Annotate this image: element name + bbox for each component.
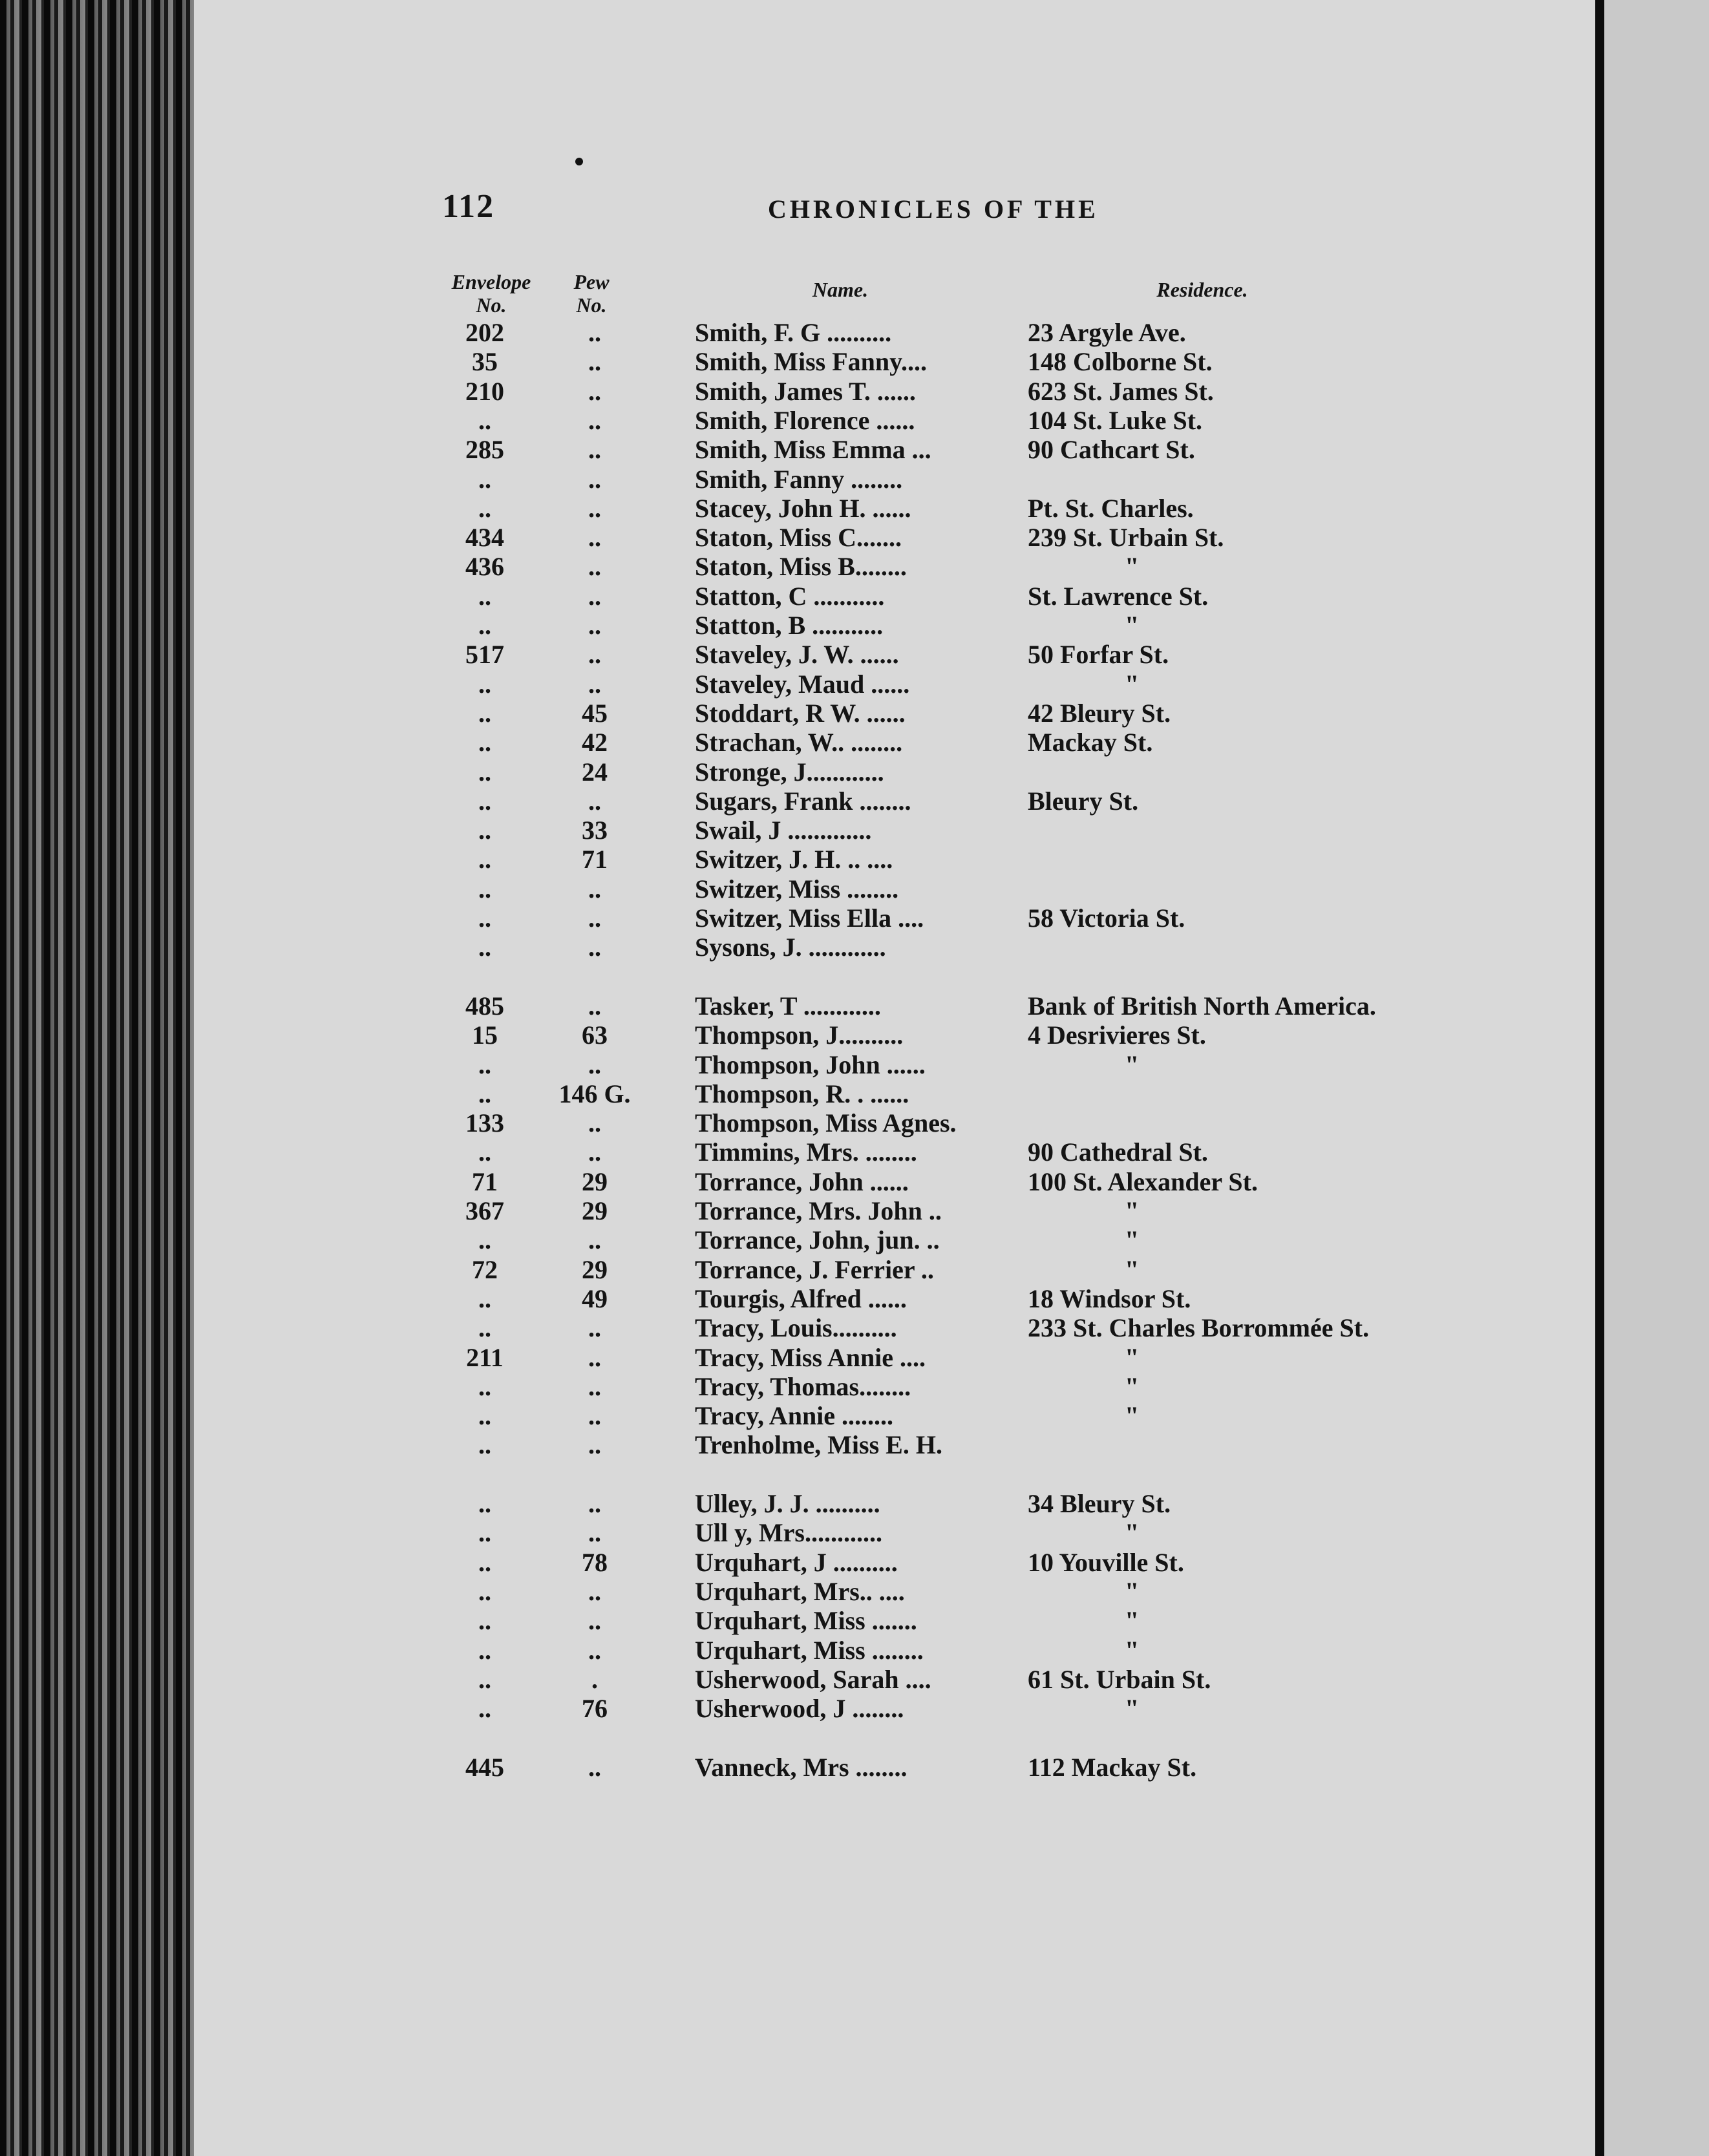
envelope-number: .. bbox=[478, 933, 491, 962]
pew-number: .. bbox=[588, 1430, 601, 1460]
residence: 61 St. Urbain St. bbox=[1028, 1664, 1211, 1694]
envelope-number: .. bbox=[478, 1050, 491, 1079]
pew-number: .. bbox=[588, 581, 601, 611]
envelope-number: .. bbox=[478, 1664, 491, 1694]
list-item bbox=[0, 552, 1709, 581]
list-item bbox=[0, 933, 1709, 962]
member-name: Thompson, John ...... bbox=[695, 1050, 926, 1079]
pew-number: .. bbox=[588, 552, 601, 582]
envelope-number: .. bbox=[478, 493, 491, 523]
envelope-number: .. bbox=[478, 1606, 491, 1636]
list-item bbox=[0, 1548, 1709, 1577]
residence: 42 Bleury St. bbox=[1028, 698, 1171, 728]
envelope-number: 133 bbox=[465, 1108, 504, 1138]
list-item bbox=[0, 611, 1709, 640]
pew-number: .. bbox=[588, 874, 601, 904]
member-name: Urquhart, Mrs.. .... bbox=[695, 1576, 905, 1606]
pew-number: 33 bbox=[582, 816, 608, 845]
envelope-number: 72 bbox=[472, 1254, 498, 1284]
list-item bbox=[0, 670, 1709, 699]
envelope-number: 434 bbox=[465, 523, 504, 553]
pew-number: .. bbox=[588, 1635, 601, 1665]
list-item bbox=[0, 1430, 1709, 1459]
envelope-number: .. bbox=[478, 581, 491, 611]
member-name: Tracy, Miss Annie .... bbox=[695, 1342, 926, 1372]
residence: 10 Youville St. bbox=[1028, 1547, 1184, 1577]
member-name: Timmins, Mrs. ........ bbox=[695, 1137, 917, 1167]
envelope-number: .. bbox=[478, 1371, 491, 1401]
pew-number: .. bbox=[588, 611, 601, 640]
pew-number: .. bbox=[588, 1225, 601, 1255]
member-name: Tracy, Louis.......... bbox=[695, 1313, 897, 1343]
pew-number: .. bbox=[588, 318, 601, 347]
residence: " bbox=[1125, 1371, 1140, 1401]
pew-number: .. bbox=[588, 1137, 601, 1167]
member-name: Torrance, John, jun. .. bbox=[695, 1225, 940, 1255]
list-item bbox=[0, 640, 1709, 669]
member-name: Staton, Miss B........ bbox=[695, 552, 907, 582]
member-name: Torrance, J. Ferrier .. bbox=[695, 1254, 934, 1284]
running-head: CHRONICLES OF THE bbox=[768, 195, 1099, 224]
list-item bbox=[0, 845, 1709, 874]
envelope-number: .. bbox=[478, 1079, 491, 1108]
member-name: Smith, Fanny ........ bbox=[695, 464, 903, 494]
list-item bbox=[0, 1372, 1709, 1401]
list-item bbox=[0, 1577, 1709, 1606]
member-name: Smith, Miss Emma ... bbox=[695, 435, 931, 465]
list-item bbox=[0, 1489, 1709, 1518]
envelope-number: 210 bbox=[465, 376, 504, 406]
pew-number: 78 bbox=[582, 1547, 608, 1577]
header-pew: Pew No. bbox=[573, 270, 610, 317]
member-name: Urquhart, J .......... bbox=[695, 1547, 898, 1577]
header-name: Name. bbox=[812, 278, 869, 301]
residence: " bbox=[1125, 1694, 1140, 1724]
residence: " bbox=[1125, 1254, 1140, 1284]
residence: St. Lawrence St. bbox=[1028, 581, 1209, 611]
residence: " bbox=[1125, 1635, 1140, 1665]
residence: Mackay St. bbox=[1028, 728, 1153, 757]
envelope-number: .. bbox=[478, 1518, 491, 1548]
list-item bbox=[0, 1255, 1709, 1284]
pew-number: 42 bbox=[582, 728, 608, 757]
member-name: Stoddart, R W. ...... bbox=[695, 698, 906, 728]
pew-number: .. bbox=[588, 904, 601, 933]
member-name: Torrance, John ...... bbox=[695, 1167, 909, 1196]
envelope-number: 202 bbox=[465, 318, 504, 347]
list-item bbox=[0, 435, 1709, 464]
list-item bbox=[0, 406, 1709, 435]
envelope-number: .. bbox=[478, 845, 491, 874]
residence: " bbox=[1125, 552, 1140, 582]
residence: " bbox=[1125, 1225, 1140, 1255]
list-item bbox=[0, 1167, 1709, 1196]
pew-number: .. bbox=[588, 1576, 601, 1606]
member-name: Tracy, Thomas........ bbox=[695, 1371, 911, 1401]
envelope-number: 485 bbox=[465, 991, 504, 1020]
envelope-number: .. bbox=[478, 1313, 491, 1343]
pew-number: 71 bbox=[582, 845, 608, 874]
pew-number: .. bbox=[588, 1371, 601, 1401]
pew-number: .. bbox=[588, 435, 601, 465]
member-name: Staveley, J. W. ...... bbox=[695, 640, 899, 670]
envelope-number: .. bbox=[478, 1635, 491, 1665]
member-name: Smith, Miss Fanny.... bbox=[695, 347, 927, 377]
member-name: Smith, F. G .......... bbox=[695, 318, 892, 347]
page-number: 112 bbox=[442, 188, 495, 225]
residence: 50 Forfar St. bbox=[1028, 640, 1169, 670]
residence: 233 St. Charles Borrommée St. bbox=[1028, 1313, 1370, 1343]
member-name: Stacey, John H. ...... bbox=[695, 493, 911, 523]
member-name: Staveley, Maud ...... bbox=[695, 669, 910, 699]
member-name: Swail, J ............. bbox=[695, 816, 872, 845]
header-envelope: Envelope No. bbox=[451, 270, 531, 317]
member-name: Usherwood, J ........ bbox=[695, 1694, 904, 1724]
list-item bbox=[0, 318, 1709, 347]
residence: 23 Argyle Ave. bbox=[1028, 318, 1186, 347]
envelope-number: 445 bbox=[465, 1752, 504, 1782]
list-item bbox=[0, 757, 1709, 787]
envelope-number: .. bbox=[478, 405, 491, 435]
envelope-number: .. bbox=[478, 874, 491, 904]
pew-number: .. bbox=[588, 933, 601, 962]
residence: " bbox=[1125, 611, 1140, 640]
member-name: Tourgis, Alfred ...... bbox=[695, 1284, 907, 1313]
envelope-number: .. bbox=[478, 464, 491, 494]
member-name: Strachan, W.. ........ bbox=[695, 728, 903, 757]
list-item bbox=[0, 347, 1709, 376]
envelope-number: .. bbox=[478, 1694, 491, 1724]
pew-number: 45 bbox=[582, 698, 608, 728]
residence: 623 St. James St. bbox=[1028, 376, 1214, 406]
member-name: Statton, C ........... bbox=[695, 581, 885, 611]
member-name: Switzer, J. H. .. .... bbox=[695, 845, 893, 874]
envelope-number: .. bbox=[478, 1489, 491, 1518]
pew-number: .. bbox=[588, 669, 601, 699]
pew-number: 146 G. bbox=[558, 1079, 631, 1108]
list-item bbox=[0, 1665, 1709, 1694]
residence: 90 Cathedral St. bbox=[1028, 1137, 1208, 1167]
pew-number: .. bbox=[588, 523, 601, 553]
list-item bbox=[0, 1050, 1709, 1079]
envelope-number: .. bbox=[478, 1137, 491, 1167]
envelope-number: .. bbox=[478, 786, 491, 816]
member-name: Staton, Miss C....... bbox=[695, 523, 902, 553]
member-name: Statton, B ........... bbox=[695, 611, 884, 640]
pew-number: .. bbox=[588, 991, 601, 1020]
envelope-number: .. bbox=[478, 757, 491, 787]
list-item bbox=[0, 904, 1709, 933]
pew-number: .. bbox=[588, 1401, 601, 1431]
list-item bbox=[0, 787, 1709, 816]
list-item bbox=[0, 1137, 1709, 1167]
pew-number: 63 bbox=[582, 1020, 608, 1050]
list-item bbox=[0, 991, 1709, 1020]
list-item bbox=[0, 1343, 1709, 1372]
envelope-number: .. bbox=[478, 1401, 491, 1431]
pew-number: .. bbox=[588, 1050, 601, 1079]
member-name: Switzer, Miss Ella .... bbox=[695, 904, 924, 933]
pew-number: 49 bbox=[582, 1284, 608, 1313]
envelope-number: 436 bbox=[465, 552, 504, 582]
list-item bbox=[0, 465, 1709, 494]
residence: 239 St. Urbain St. bbox=[1028, 523, 1224, 553]
member-name: Tracy, Annie ........ bbox=[695, 1401, 894, 1431]
pew-number: .. bbox=[588, 1342, 601, 1372]
residence: " bbox=[1125, 1196, 1140, 1225]
member-name: Usherwood, Sarah .... bbox=[695, 1664, 931, 1694]
pew-number: .. bbox=[588, 347, 601, 377]
pew-number: .. bbox=[588, 786, 601, 816]
residence: 58 Victoria St. bbox=[1028, 904, 1185, 933]
list-item bbox=[0, 1196, 1709, 1225]
envelope-number: 367 bbox=[465, 1196, 504, 1225]
envelope-number: .. bbox=[478, 611, 491, 640]
residence: 18 Windsor St. bbox=[1028, 1284, 1191, 1313]
pew-number: 29 bbox=[582, 1254, 608, 1284]
residence: " bbox=[1125, 1606, 1140, 1636]
residence: 100 St. Alexander St. bbox=[1028, 1167, 1258, 1196]
list-item bbox=[0, 1284, 1709, 1313]
list-item bbox=[0, 494, 1709, 523]
pew-number: . bbox=[591, 1664, 598, 1694]
residence: " bbox=[1125, 1050, 1140, 1079]
member-name: Sugars, Frank ........ bbox=[695, 786, 911, 816]
residence: " bbox=[1125, 1401, 1140, 1431]
pew-number: .. bbox=[588, 1313, 601, 1343]
list-item bbox=[0, 816, 1709, 845]
envelope-number: .. bbox=[478, 904, 491, 933]
list-item bbox=[0, 1401, 1709, 1430]
pew-number: 24 bbox=[582, 757, 608, 787]
member-name: Ulley, J. J. .......... bbox=[695, 1489, 880, 1518]
residence: Pt. St. Charles. bbox=[1028, 493, 1194, 523]
member-name: Stronge, J............ bbox=[695, 757, 884, 787]
residence: Bleury St. bbox=[1028, 786, 1139, 816]
pew-number: .. bbox=[588, 1108, 601, 1138]
list-item bbox=[0, 377, 1709, 406]
pew-number: 29 bbox=[582, 1167, 608, 1196]
member-name: Switzer, Miss ........ bbox=[695, 874, 899, 904]
list-item bbox=[0, 1079, 1709, 1108]
list-item bbox=[0, 1753, 1709, 1782]
member-name: Tasker, T ............ bbox=[695, 991, 881, 1020]
list-item bbox=[0, 699, 1709, 728]
member-name: Trenholme, Miss E. H. bbox=[695, 1430, 942, 1460]
list-item bbox=[0, 728, 1709, 757]
member-name: Vanneck, Mrs ........ bbox=[695, 1752, 908, 1782]
pew-number: .. bbox=[588, 464, 601, 494]
residence: 4 Desrivieres St. bbox=[1028, 1020, 1206, 1050]
list-item bbox=[0, 523, 1709, 552]
envelope-number: .. bbox=[478, 1284, 491, 1313]
member-name: Thompson, J.......... bbox=[695, 1020, 904, 1050]
residence: Bank of British North America. bbox=[1028, 991, 1376, 1020]
residence: " bbox=[1125, 1576, 1140, 1606]
envelope-number: 211 bbox=[466, 1342, 504, 1372]
member-name: Urquhart, Miss ....... bbox=[695, 1606, 917, 1636]
list-item bbox=[0, 1313, 1709, 1342]
pew-number: .. bbox=[588, 493, 601, 523]
list-item bbox=[0, 1225, 1709, 1254]
envelope-number: 35 bbox=[472, 347, 498, 377]
header-residence: Residence. bbox=[1156, 278, 1248, 301]
pew-number: 76 bbox=[582, 1694, 608, 1724]
list-item bbox=[0, 1694, 1709, 1723]
member-name: Ull y, Mrs............ bbox=[695, 1518, 882, 1548]
pew-number: 29 bbox=[582, 1196, 608, 1225]
envelope-number: .. bbox=[478, 1576, 491, 1606]
member-name: Smith, James T. ...... bbox=[695, 376, 916, 406]
member-name: Thompson, R. . ...... bbox=[695, 1079, 909, 1108]
member-name: Torrance, Mrs. John .. bbox=[695, 1196, 942, 1225]
residence: 148 Colborne St. bbox=[1028, 347, 1213, 377]
residence: " bbox=[1125, 669, 1140, 699]
envelope-number: .. bbox=[478, 698, 491, 728]
member-name: Thompson, Miss Agnes. bbox=[695, 1108, 957, 1138]
pew-number: .. bbox=[588, 1489, 601, 1518]
member-name: Sysons, J. ............ bbox=[695, 933, 886, 962]
envelope-number: .. bbox=[478, 669, 491, 699]
member-name: Urquhart, Miss ........ bbox=[695, 1635, 924, 1665]
member-name: Smith, Florence ...... bbox=[695, 405, 915, 435]
list-item bbox=[0, 1606, 1709, 1635]
residence: 112 Mackay St. bbox=[1028, 1752, 1197, 1782]
envelope-number: 71 bbox=[472, 1167, 498, 1196]
pew-number: .. bbox=[588, 1518, 601, 1548]
list-item bbox=[0, 874, 1709, 904]
envelope-number: .. bbox=[478, 1225, 491, 1255]
residence: 104 St. Luke St. bbox=[1028, 405, 1203, 435]
list-item bbox=[0, 582, 1709, 611]
envelope-number: .. bbox=[478, 728, 491, 757]
envelope-number: .. bbox=[478, 816, 491, 845]
pew-number: .. bbox=[588, 1752, 601, 1782]
envelope-number: 517 bbox=[465, 640, 504, 670]
list-item bbox=[0, 1108, 1709, 1137]
envelope-number: .. bbox=[478, 1430, 491, 1460]
envelope-number: 285 bbox=[465, 435, 504, 465]
residence: 34 Bleury St. bbox=[1028, 1489, 1171, 1518]
pew-number: .. bbox=[588, 1606, 601, 1636]
pew-number: .. bbox=[588, 405, 601, 435]
pew-number: .. bbox=[588, 376, 601, 406]
residence: " bbox=[1125, 1518, 1140, 1548]
list-item bbox=[0, 1020, 1709, 1050]
list-item bbox=[0, 1518, 1709, 1547]
envelope-number: 15 bbox=[472, 1020, 498, 1050]
residence: " bbox=[1125, 1342, 1140, 1372]
envelope-number: .. bbox=[478, 1547, 491, 1577]
pew-number: .. bbox=[588, 640, 601, 670]
list-item bbox=[0, 1636, 1709, 1665]
residence: 90 Cathcart St. bbox=[1028, 435, 1195, 465]
